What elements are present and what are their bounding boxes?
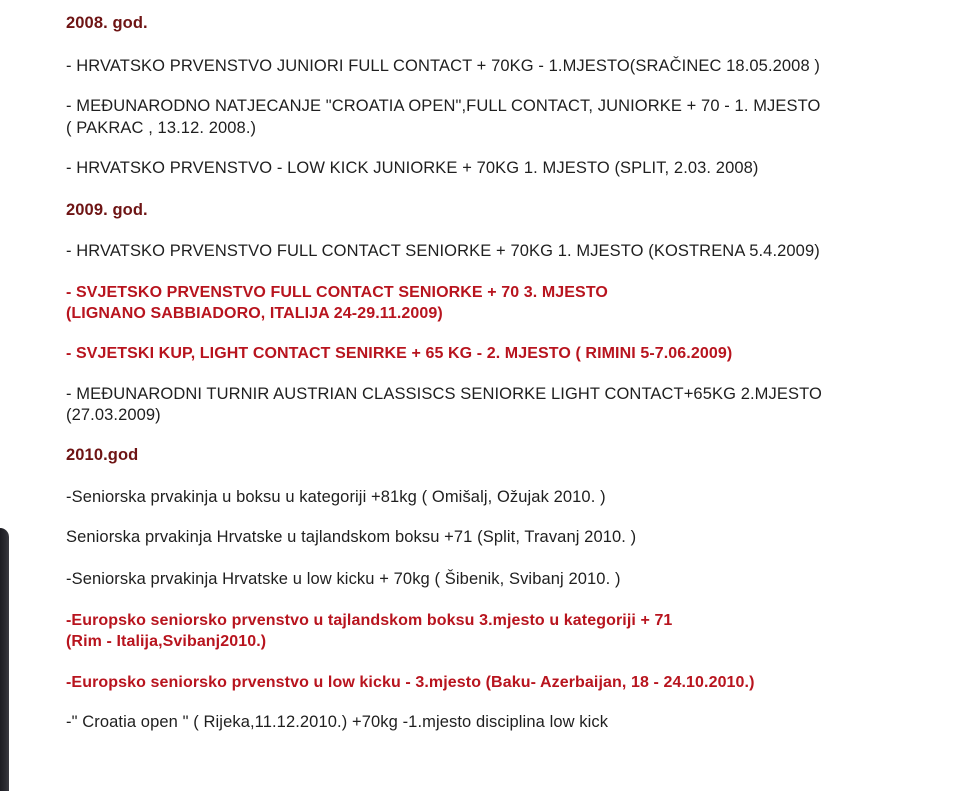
entry-2008-3: - HRVATSKO PRVENSTVO - LOW KICK JUNIORKE + 70KG 1. MJESTO (SPLIT, 2.03. 2008) [66,159,759,177]
year-heading-2009: 2009. god. [66,201,148,219]
entry-2010-1: -Seniorska prvakinja u boksu u kategoriji +81kg ( Omišalj, Ožujak 2010. ) [66,488,606,506]
entry-2009-4-line-1: - MEĐUNARODNI TURNIR AUSTRIAN CLASSISCS SENIORKE LIGHT CONTACT+65KG 2.MJESTO [66,385,822,403]
entry-2009-1: - HRVATSKO PRVENSTVO FULL CONTACT SENIORKE + 70KG 1. MJESTO (KOSTRENA 5.4.2009) [66,242,820,260]
entry-2009-3: - SVJETSKI KUP, LIGHT CONTACT SENIRKE + 65 KG - 2. MJESTO ( RIMINI 5-7.06.2009) [66,345,733,362]
entry-2008-2-line-2: ( PAKRAC , 13.12. 2008.) [66,119,257,137]
entry-2008-1: - HRVATSKO PRVENSTVO JUNIORI FULL CONTACT + 70KG - 1.MJESTO(SRAČINEC 18.05.2008 ) [66,57,821,75]
entry-2010-5: -Europsko seniorsko prvenstvo u low kicku - 3.mjesto (Baku- Azerbaijan, 18 - 24.10.2010.) [66,674,755,691]
entry-2009-2-line-2: (LIGNANO SABBIADORO, ITALIJA 24-29.11.2009) [66,305,443,322]
year-heading-2010: 2010.god [66,446,139,464]
entry-2010-6: -" Croatia open " ( Rijeka,11.12.2010.) +70kg -1.mjesto disciplina low kick [66,713,609,731]
entry-2010-3: -Seniorska prvakinja Hrvatske u low kicku + 70kg ( Šibenik, Svibanj 2010. ) [66,570,621,588]
entry-2008-2-line-1: - MEĐUNARODNO NATJECANJE "CROATIA OPEN",FULL CONTACT, JUNIORKE + 70 - 1. MJESTO [66,97,821,115]
left-window-edge [0,528,9,791]
entry-2009-4-line-2: (27.03.2009) [66,406,161,424]
entry-2010-4-line-1: -Europsko seniorsko prvenstvo u tajlandskom boksu 3.mjesto u kategoriji + 71 [66,612,673,629]
entry-2010-4-line-2: (Rim - Italija,Svibanj2010.) [66,633,267,650]
entry-2009-2-line-1: - SVJETSKO PRVENSTVO FULL CONTACT SENIORKE + 70 3. MJESTO [66,284,608,301]
entry-2010-2: Seniorska prvakinja Hrvatske u tajlandskom boksu +71 (Split, Travanj 2010. ) [66,528,637,546]
year-heading-2008: 2008. god. [66,14,148,32]
